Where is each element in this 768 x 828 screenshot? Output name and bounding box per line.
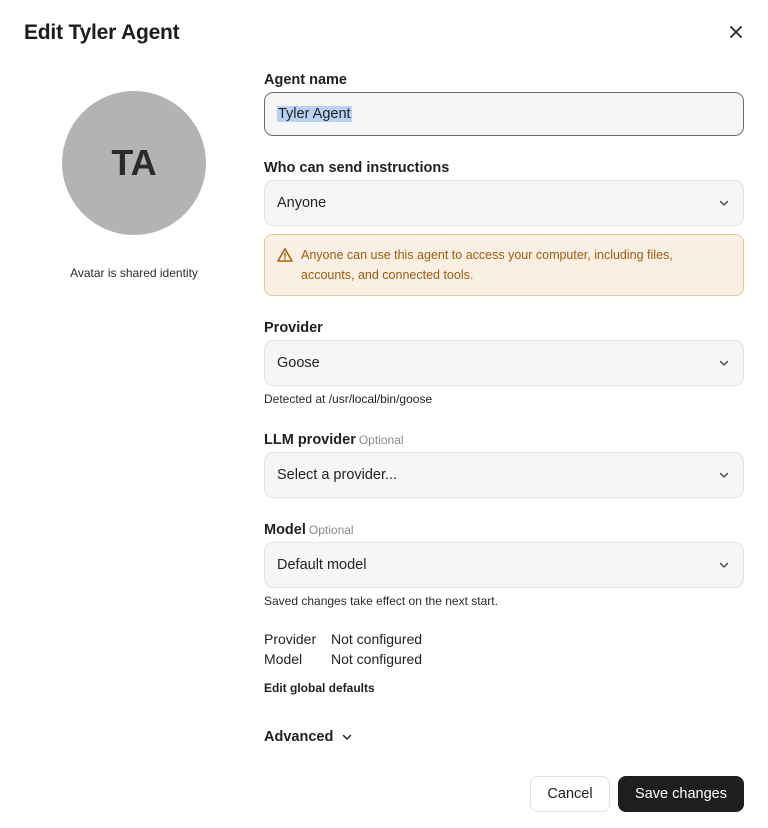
provider-detected-hint <box>264 392 432 406</box>
optional-tag: Optional <box>308 523 354 537</box>
chevron-down-icon <box>717 356 731 370</box>
llm-provider-select[interactable] <box>264 452 744 498</box>
avatar-caption: Avatar is shared identity <box>70 266 198 280</box>
summary-value: Not configured <box>331 651 423 667</box>
agent-name-input[interactable] <box>264 92 744 136</box>
chevron-down-icon <box>717 468 731 482</box>
llm-provider-label-text: LLM provider <box>264 432 356 448</box>
provider-select[interactable] <box>264 340 744 386</box>
summary-key: Provider <box>264 631 317 647</box>
warning-icon <box>277 247 293 263</box>
instructions-selected: Anyone <box>277 195 327 211</box>
optional-tag: Optional <box>358 433 404 447</box>
close-icon <box>729 25 743 39</box>
model-hint: Saved changes take effect on the next start. <box>264 594 498 608</box>
instructions-label: Who can send instructions <box>264 160 450 176</box>
save-changes-button[interactable]: Save changes <box>618 776 744 812</box>
chevron-down-icon <box>341 731 353 743</box>
advanced-label: Advanced <box>264 729 334 745</box>
agent-name-value: Tyler Agent <box>278 106 351 122</box>
llm-provider-label <box>264 432 404 448</box>
provider-label: Provider <box>264 320 323 336</box>
chevron-down-icon <box>717 558 731 572</box>
summary-row <box>264 631 422 647</box>
model-select[interactable] <box>264 542 744 588</box>
advanced-toggle[interactable] <box>264 729 353 745</box>
close-button[interactable] <box>724 20 748 44</box>
llm-provider-placeholder: Select a provider... <box>277 467 398 483</box>
summary-value: Not configured <box>331 631 423 647</box>
warning-text: Anyone can use this agent to access your computer, including files, accounts, and connected tools. <box>301 248 673 282</box>
model-label-text: Model <box>264 522 306 538</box>
avatar-initials: TA <box>111 142 157 183</box>
summary-key: Model <box>264 651 303 667</box>
dialog-title: Edit Tyler Agent <box>24 21 180 44</box>
avatar[interactable] <box>62 91 206 235</box>
model-label <box>264 522 354 538</box>
detected-prefix: Detected at <box>264 392 326 406</box>
provider-selected: Goose <box>277 355 320 371</box>
instructions-select[interactable] <box>264 180 744 226</box>
chevron-down-icon <box>717 196 731 210</box>
access-warning <box>264 234 744 296</box>
model-selected: Default model <box>277 557 367 573</box>
detected-path: /usr/local/bin/goose <box>328 392 433 406</box>
agent-name-label: Agent name <box>264 72 347 88</box>
edit-global-defaults-link[interactable]: Edit global defaults <box>264 681 375 695</box>
summary-row <box>264 651 422 667</box>
cancel-button[interactable]: Cancel <box>530 776 610 812</box>
